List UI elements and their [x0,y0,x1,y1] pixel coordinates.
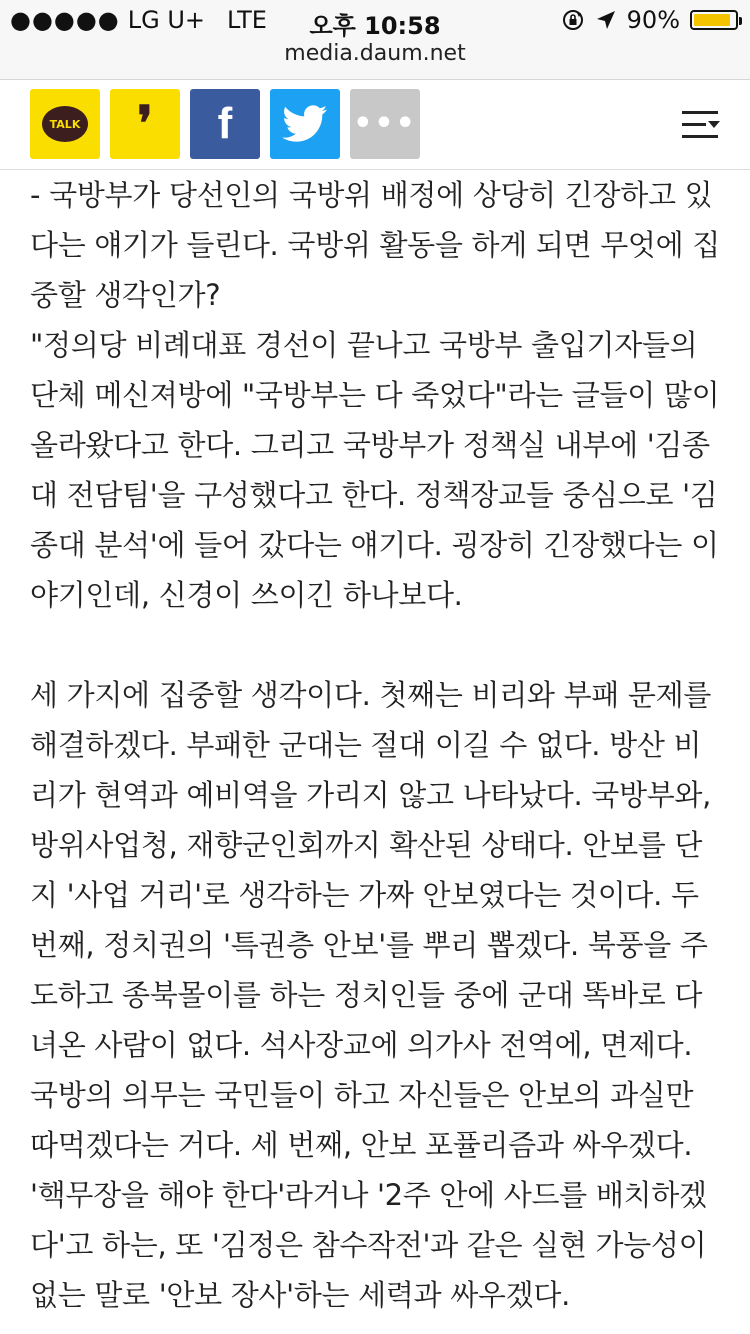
kakaotalk-share-button[interactable] [30,89,100,159]
more-share-button[interactable] [350,89,420,159]
menu-button[interactable] [680,108,722,142]
signal-strength-icon: ●●●●● [10,6,120,34]
facebook-icon: f [217,99,233,148]
status-time: 오후 10:58 [309,12,441,40]
twitter-share-button[interactable] [270,89,340,159]
article-paragraph-question: - 국방부가 당선인의 국방위 배정에 상당히 긴장하고 있다는 얘기가 들린다. 국방위 활동을 하게 되면 무엇에 집중할 생각인가? [30,178,720,312]
hamburger-menu-icon [680,108,722,142]
facebook-share-button[interactable] [190,89,260,159]
battery-percent: 90% [626,6,680,34]
more-dots-icon: ••• [353,106,417,141]
article-paragraph-answer-1: "정의당 비례대표 경선이 끝나고 국방부 출입기자들의 단체 메신져방에 "국방부는 다 죽었다"라는 글들이 많이 올라왔다고 한다. 그리고 국방부가 정책실 내부에 '김종대 전담팀'을 구성했다고 한다. 정책장교들 중심으로 '김종대 분석'에 들어 갔다는 얘기다. 굉장히 긴장했다는 이야기인데, 신경이 쓰이긴 하나보다. [30,328,720,612]
article-body [30,170,722,1320]
share-toolbar [0,80,750,170]
rotation-lock-icon [561,8,585,32]
kakaotalk-icon [42,106,88,142]
kakaotalk-label: TALK [49,117,81,131]
carrier-name: LG U+ [127,6,205,34]
battery-icon [690,10,738,30]
status-bar [0,0,750,40]
kakaostory-icon: ❜ [137,96,153,152]
article-paragraph-answer-2: 세 가지에 집중할 생각이다. 첫째는 비리와 부패 문제를 해결하겠다. 부패한 군대는 절대 이길 수 없다. 방산 비리가 현역과 예비역을 가리지 않고 나타났다. 국방부와, 방위사업청, 재향군인회까지 확산된 상태다. 안보를 단지 '사업 거리'로 생각하는 가짜 안보였다는 것이다. 두 번째, 정치권의 '특권층 안보'를 뿌리 뽑겠다. 북풍을 주도하고 종북몰이를 하는 정치인들 중에 군대 똑바로 다녀온 사람이 없다. 석사장교에 의가사 전역에, 면제다. 국방의 의무는 국민들이 하고 자신들은 안보의 과실만 따먹겠다는 거다. 세 번째, 안보 포퓰리즘과 싸우겠다. '핵무장을 해야 한다'라거나 '2주 안에 사드를 배치하겠다'고 하는, 또 '김정은 참수작전'과 같은 실현 가능성이 없는 말로 '안보 장사'하는 세력과 싸우겠다. [30,678,712,1312]
kakaostory-share-button[interactable] [110,89,180,159]
battery-level-fill [694,14,730,26]
status-right [561,6,738,34]
page-url[interactable]: media.daum.net [284,41,466,66]
address-bar[interactable] [0,40,750,80]
network-type: LTE [227,6,267,34]
twitter-bird-icon [282,105,328,143]
location-arrow-icon [595,9,617,31]
